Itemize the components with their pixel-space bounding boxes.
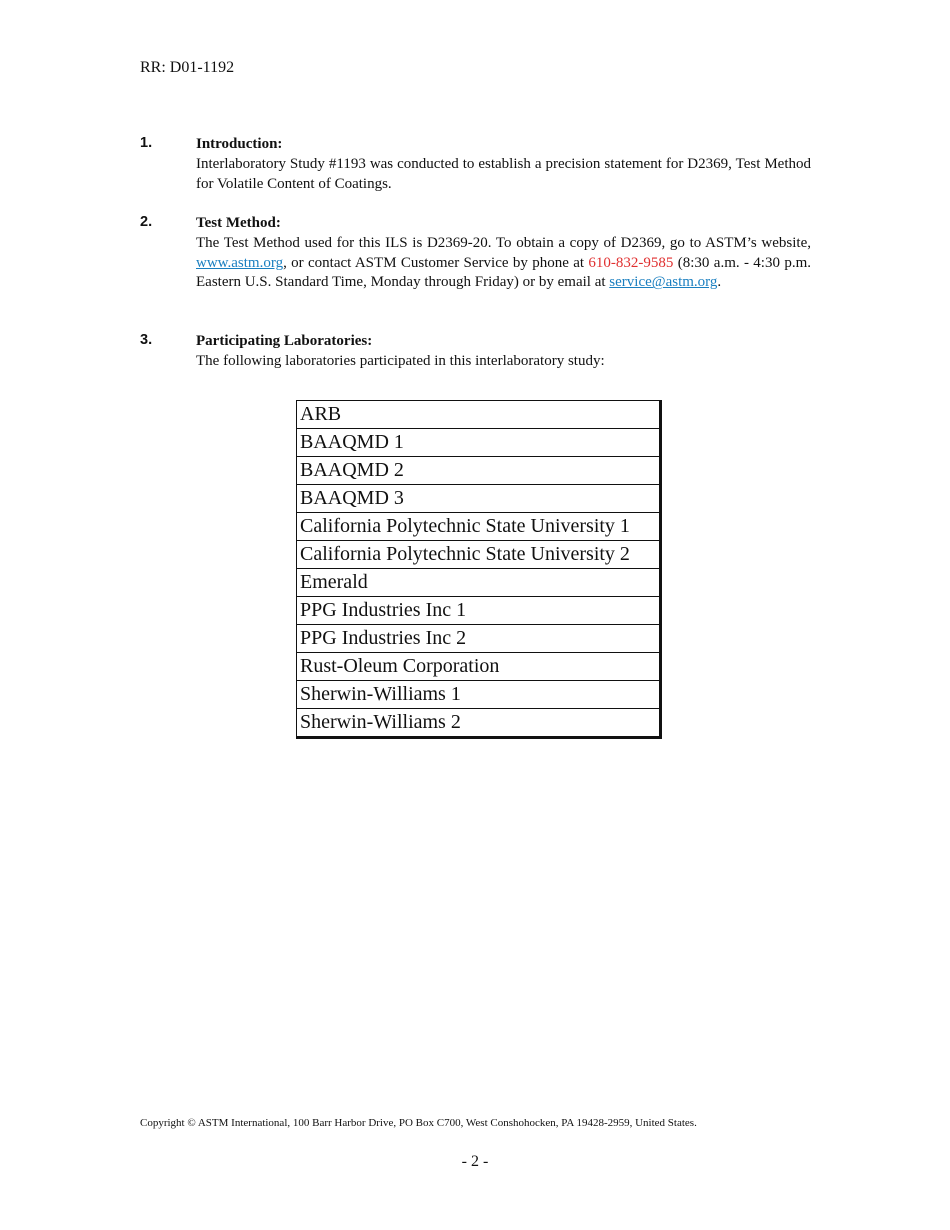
phone-number: 610-832-9585 [588,254,674,271]
laboratory-name: PPG Industries Inc 1 [297,597,661,625]
laboratory-name: California Polytechnic State University 2 [297,541,661,569]
laboratory-name: BAAQMD 2 [297,457,661,485]
laboratory-name: California Polytechnic State University 1 [297,513,661,541]
copyright-footer: Copyright © ASTM International, 100 Barr Harbor Drive, PO Box C700, West Conshohocken, PA 19428-2959, United States. [140,1117,697,1129]
email-link[interactable]: service@astm.org [609,274,718,291]
laboratory-name: BAAQMD 3 [297,485,661,513]
section-number: 3. [140,332,153,348]
section-text: The following laboratories participated in this interlaboratory study: [196,352,605,369]
laboratory-name: Rust-Oleum Corporation [297,653,661,681]
section-heading: Test Method: [196,215,281,231]
table-row [297,569,661,597]
laboratory-name: Sherwin-Williams 1 [297,681,661,709]
section-test-method [140,214,811,293]
laboratory-name: ARB [297,401,661,429]
page-number: - 2 - [461,1153,489,1170]
table-row [297,681,661,709]
table-row [297,513,661,541]
section-heading: Participating Laboratories: [196,333,373,349]
section-heading: Introduction: [196,136,283,152]
text-segment: The Test Method used for this ILS is D2369-20. To obtain a copy of D2369, go to ASTM’s website, [196,234,811,251]
section-text: Interlaboratory Study #1193 was conducted to establish a precision statement for D2369, Test Method for Volatile Content of Coatings. [196,155,811,192]
section-text [196,234,811,293]
text-segment: . [717,274,722,291]
table-row [297,597,661,625]
laboratory-name: Emerald [297,569,661,597]
section-participating-laboratories [140,332,811,372]
table-row [297,709,661,738]
table-row [297,625,661,653]
section-number: 2. [140,214,153,230]
section-introduction [140,135,811,194]
laboratory-name: BAAQMD 1 [297,429,661,457]
report-id: RR: D01-1192 [140,59,235,76]
table-row [297,485,661,513]
laboratory-name: PPG Industries Inc 2 [297,625,661,653]
section-number: 1. [140,135,153,151]
astm-website-link[interactable]: www.astm.org [196,254,284,271]
table-row [297,457,661,485]
table-row [297,429,661,457]
text-segment: , or contact ASTM Customer Service by phone at [283,254,589,271]
table-row [297,401,661,429]
laboratory-name: Sherwin-Williams 2 [297,709,661,738]
table-row [297,541,661,569]
laboratories-table [296,400,662,739]
text-segment: (8:30 a.m. - 4:30 p.m. Eastern U.S. Standard Time, Monday through Friday) or by email at [196,254,811,291]
table-row [297,653,661,681]
